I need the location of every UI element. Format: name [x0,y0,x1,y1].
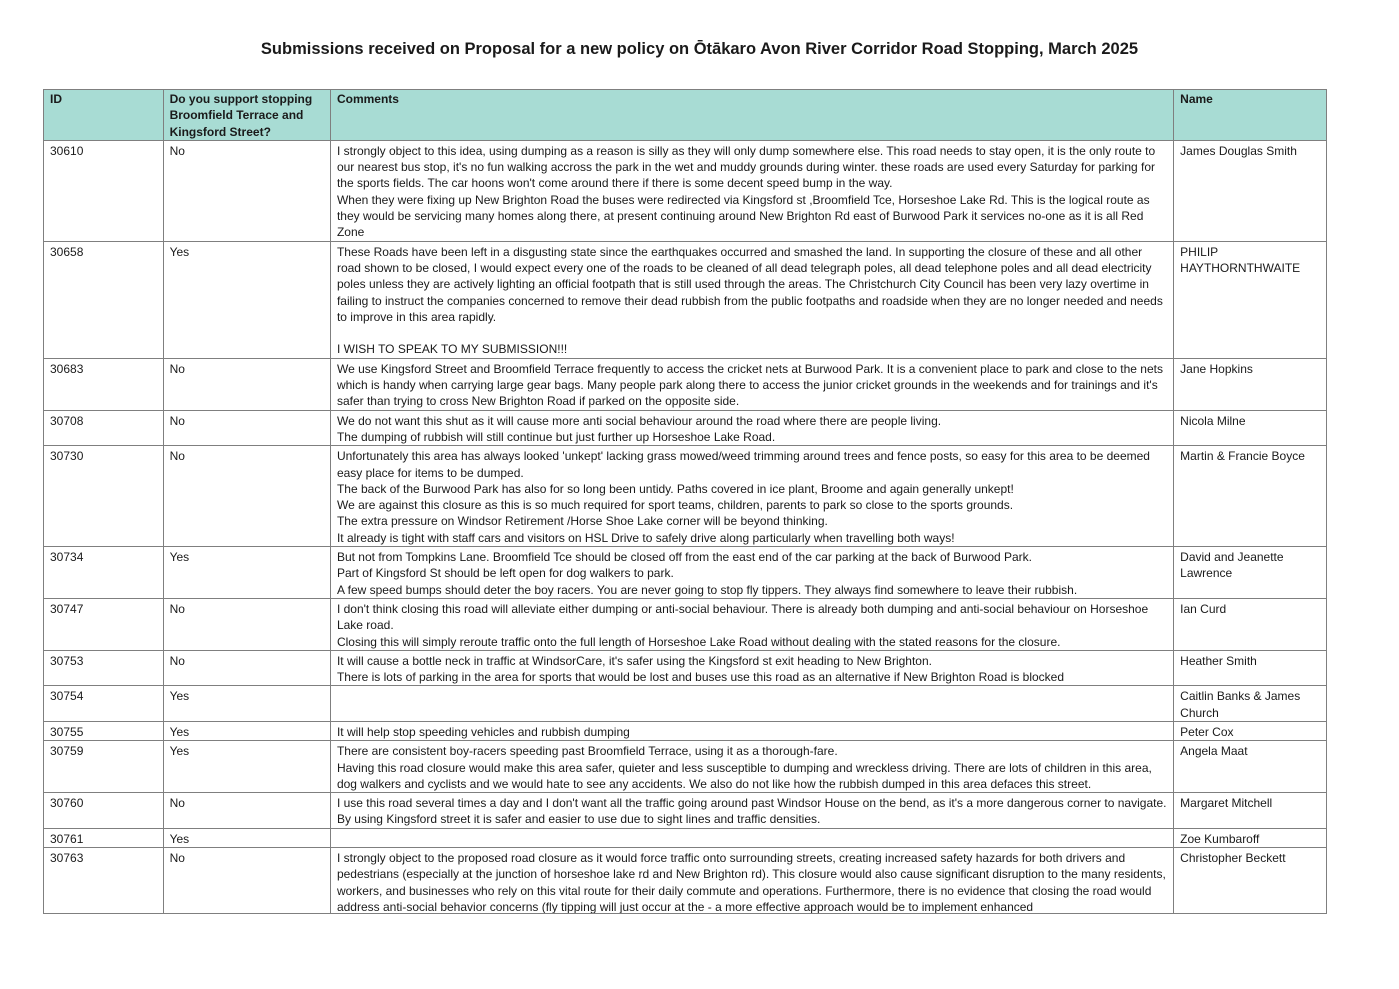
cell-name: Angela Maat [1174,741,1327,793]
cell-id: 30734 [44,547,164,599]
cell-comments: I strongly object to this idea, using dumping as a reason is silly as they will only dump somewhere else. This road needs to stay open, it is the only route to our nearest bus stop, it's no fun walking accross the park in the wet and muddy grounds during winter. these roads are used every Saturday for parking for the sports fields. The car hoons won't come around there if there is some decent speed bump in the way. When they were fixing up New Brighton Road the buses were redirected via Kingsford st ,Broomfield Tce, Horseshoe Lake Rd. This is the logical route as they would be servicing many homes along there, at present continuing around New Brighton Rd east of Burwood Park it services no-one as it is all Red Zone [330,140,1173,241]
cell-comments: I use this road several times a day and I don't want all the traffic going around past Windsor House on the bend, as it's a more dangerous corner to navigate. By using Kingsford street it is safer and easier to use due to sight lines and traffic densities. [330,793,1173,829]
cell-name: Margaret Mitchell [1174,793,1327,829]
cell-name: Peter Cox [1174,721,1327,740]
cell-name: James Douglas Smith [1174,140,1327,241]
cell-id: 30763 [44,848,164,914]
cell-name: Martin & Francie Boyce [1174,446,1327,547]
cell-comments [330,828,1173,847]
cell-id: 30754 [44,686,164,722]
cell-support: No [163,410,330,446]
cell-id: 30760 [44,793,164,829]
table-row [44,241,1327,358]
cell-name: David and Jeanette Lawrence [1174,547,1327,599]
cell-support: Yes [163,741,330,793]
cell-comments: But not from Tompkins Lane. Broomfield Tce should be closed off from the east end of the car parking at the back of Burwood Park. Part of Kingsford St should be left open for dog walkers to park. A few speed bumps should deter the boy racers. You are never going to stop fly tippers. They always find somewhere to leave their rubbish. [330,547,1173,599]
cell-id: 30610 [44,140,164,241]
table-row [44,793,1327,829]
cell-support: No [163,793,330,829]
cell-comments: Unfortunately this area has always looked 'unkept' lacking grass mowed/weed trimming around trees and fence posts, so easy for this area to be deemed easy place for items to be dumped. The back of the Burwood Park has also for so long been untidy. Paths covered in ice plant, Broome and again generally unkept! We are against this closure as this is so much required for sport teams, children, parents to park so close to the sports grounds. The extra pressure on Windsor Retirement /Horse Shoe Lake corner will be beyond thinking. It already is tight with staff cars and visitors on HSL Drive to safely drive along particularly when travelling both ways! [330,446,1173,547]
document-title: Submissions received on Proposal for a new policy on Ōtākaro Avon River Corridor Road Stopping, March 2025 [260,40,1139,58]
cell-support: Yes [163,828,330,847]
header-name: Name [1174,90,1327,141]
cell-comments [330,848,1173,914]
header-support: Do you support stopping Broomfield Terrace and Kingsford Street? [163,90,330,141]
cell-id: 30708 [44,410,164,446]
header-id: ID [44,90,164,141]
table-row [44,446,1327,547]
header-row [44,90,1327,141]
table-row [44,598,1327,650]
cell-id: 30683 [44,358,164,410]
cell-name: Caitlin Banks & James Church [1174,686,1327,722]
table-row [44,358,1327,410]
cell-comments: It will cause a bottle neck in traffic at WindsorCare, it's safer using the Kingsford st exit heading to New Brighton. There is lots of parking in the area for sports that would be lost and buses use this road as an alternative if New Brighton Road is blocked [330,650,1173,686]
cell-name: Christopher Beckett [1174,848,1327,914]
cell-support: No [163,446,330,547]
header-comments: Comments [330,90,1173,141]
cell-comments: I don't think closing this road will alleviate either dumping or anti-social behaviour. There is already both dumping and anti-social behaviour on Horseshoe Lake road. Closing this will simply reroute traffic onto the full length of Horseshoe Lake Road without dealing with the stated reasons for the closure. [330,598,1173,650]
cell-support: Yes [163,686,330,722]
cell-support: No [163,358,330,410]
cell-comments: We do not want this shut as it will cause more anti social behaviour around the road where there are people living. The dumping of rubbish will still continue but just further up Horseshoe Lake Road. [330,410,1173,446]
cell-support: Yes [163,721,330,740]
cell-comments: It will help stop speeding vehicles and rubbish dumping [330,721,1173,740]
cell-id: 30658 [44,241,164,358]
cell-name: Jane Hopkins [1174,358,1327,410]
table-row [44,650,1327,686]
cell-name: Nicola Milne [1174,410,1327,446]
cell-name: Heather Smith [1174,650,1327,686]
submissions-table [43,89,1327,914]
cell-id: 30761 [44,828,164,847]
cell-id: 30755 [44,721,164,740]
table-row [44,140,1327,241]
cell-comments-text: I strongly object to the proposed road closure as it would force traffic onto surrounding streets, creating increased safety hazards for both drivers and pedestrians (especially at the junction of horseshoe lake rd and New Brighton rd). This closure would also cause significant disruption to the many residents, workers, and businesses who rely on this vital route for their daily commute and operations. Furthermore, there is no evidence that closing the road would address anti-social behavior concerns (fly tipping will just occur at the - a more effective approach would be to implement enhanced [336,851,1166,914]
table-row [44,721,1327,740]
table-row [44,547,1327,599]
cell-comments: There are consistent boy-racers speeding past Broomfield Terrace, using it as a thorough-fare. Having this road closure would make this area safer, quieter and less susceptible to dumping and wreckless driving. There are lots of children in this area, dog walkers and cyclists and we would hate to see any accidents. We also do not like how the rubbish dumped in this area defaces this street. [330,741,1173,793]
cell-id: 30753 [44,650,164,686]
cell-id: 30759 [44,741,164,793]
cell-support: No [163,598,330,650]
cell-comments [330,686,1173,722]
cell-comments: These Roads have been left in a disgusting state since the earthquakes occurred and smashed the land. In supporting the closure of these and all other road shown to be closed, I would expect every one of the roads to be cleaned of all dead telegraph poles, all dead telephone poles and all dead electricity poles unless they are actively lighting an official footpath that is still used through the areas. The Christchurch City Council has been very lazy overtime in failing to instruct the companies concerned to remove their dead rubbish from the public footpaths and roadside when they are no longer needed and needs to improve in this area rapidly. I WISH TO SPEAK TO MY SUBMISSION!!! [330,241,1173,358]
cell-comments: We use Kingsford Street and Broomfield Terrace frequently to access the cricket nets at Burwood Park. It is a convenient place to park and close to the nets which is handy when carrying large gear bags. Many people park along there to access the junior cricket grounds in the weekends and for trainings and it's safer than trying to cross New Brighton Road if parked on the opposite side. [330,358,1173,410]
table-row [44,741,1327,793]
cell-name: PHILIP HAYTHORNTHWAITE [1174,241,1327,358]
table-row [44,410,1327,446]
cell-support: Yes [163,241,330,358]
cell-id: 30747 [44,598,164,650]
cell-id: 30730 [44,446,164,547]
cell-support: No [163,848,330,914]
table-row [44,686,1327,722]
cell-name: Zoe Kumbaroff [1174,828,1327,847]
cell-support: No [163,140,330,241]
cell-support: Yes [163,547,330,599]
table-row [44,848,1327,914]
cell-support: No [163,650,330,686]
cell-name: Ian Curd [1174,598,1327,650]
table-row [44,828,1327,847]
